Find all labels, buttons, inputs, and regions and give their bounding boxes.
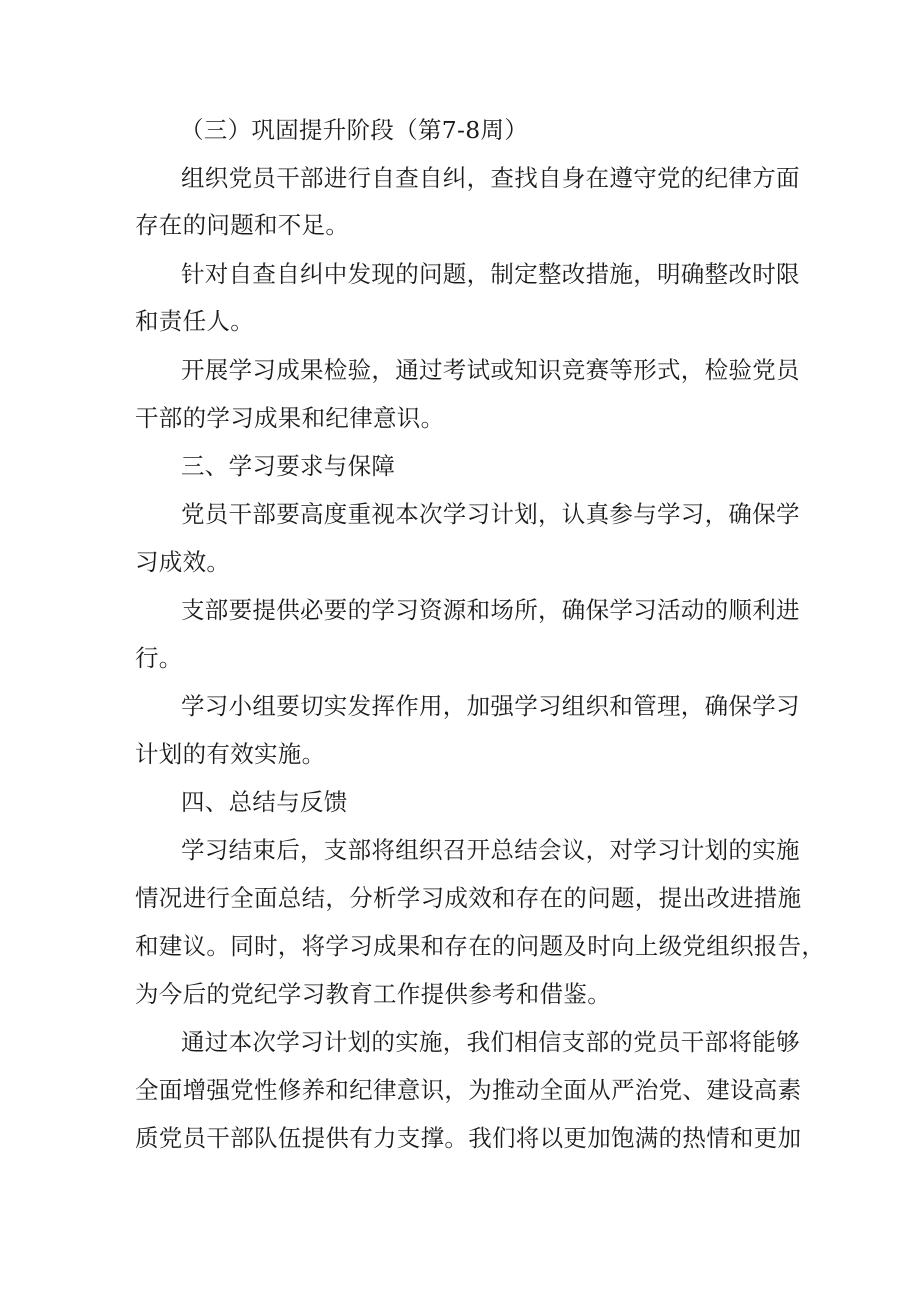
paragraph-line: 学习结束后，支部将组织召开总结会议，对学习计划的实施	[181, 836, 800, 864]
paragraph-line: 干部的学习成果和纪律意识。	[135, 404, 445, 432]
paragraph-line: 组织党员干部进行自查自纠，查找自身在遵守党的纪律方面	[181, 164, 800, 192]
section-heading: 三、学习要求与保障	[181, 452, 396, 480]
paragraph-line: 习成效。	[135, 548, 231, 576]
paragraph-line: 开展学习成果检验，通过考试或知识竞赛等形式，检验党员	[181, 356, 800, 384]
paragraph-line: 存在的问题和不足。	[135, 211, 350, 239]
paragraph-line: 和责任人。	[135, 307, 254, 335]
paragraph-line: 全面增强党性修养和纪律意识，为推动全面从严治党、建设高素	[135, 1076, 802, 1104]
paragraph-line: 支部要提供必要的学习资源和场所，确保学习活动的顺利进	[181, 596, 800, 624]
subsection-heading: （三）巩固提升阶段（第7-8周）	[180, 116, 529, 144]
paragraph-line: 和建议。同时，将学习成果和存在的问题及时向上级党组织报告，	[135, 932, 826, 960]
paragraph-line: 情况进行全面总结，分析学习成效和存在的问题，提出改进措施	[135, 884, 802, 912]
paragraph-line: 行。	[135, 644, 183, 672]
paragraph-line: 质党员干部队伍提供有力支撑。我们将以更加饱满的热情和更加	[135, 1124, 802, 1152]
paragraph-line: 针对自查自纠中发现的问题，制定整改措施，明确整改时限	[181, 260, 800, 288]
paragraph-line: 学习小组要切实发挥作用，加强学习组织和管理，确保学习	[181, 692, 800, 720]
section-heading: 四、总结与反馈	[181, 788, 348, 816]
paragraph-line: 为今后的党纪学习教育工作提供参考和借鉴。	[135, 980, 611, 1008]
paragraph-line: 党员干部要高度重视本次学习计划，认真参与学习，确保学	[181, 500, 800, 528]
paragraph-line: 通过本次学习计划的实施，我们相信支部的党员干部将能够	[181, 1028, 800, 1056]
paragraph-line: 计划的有效实施。	[135, 740, 326, 768]
